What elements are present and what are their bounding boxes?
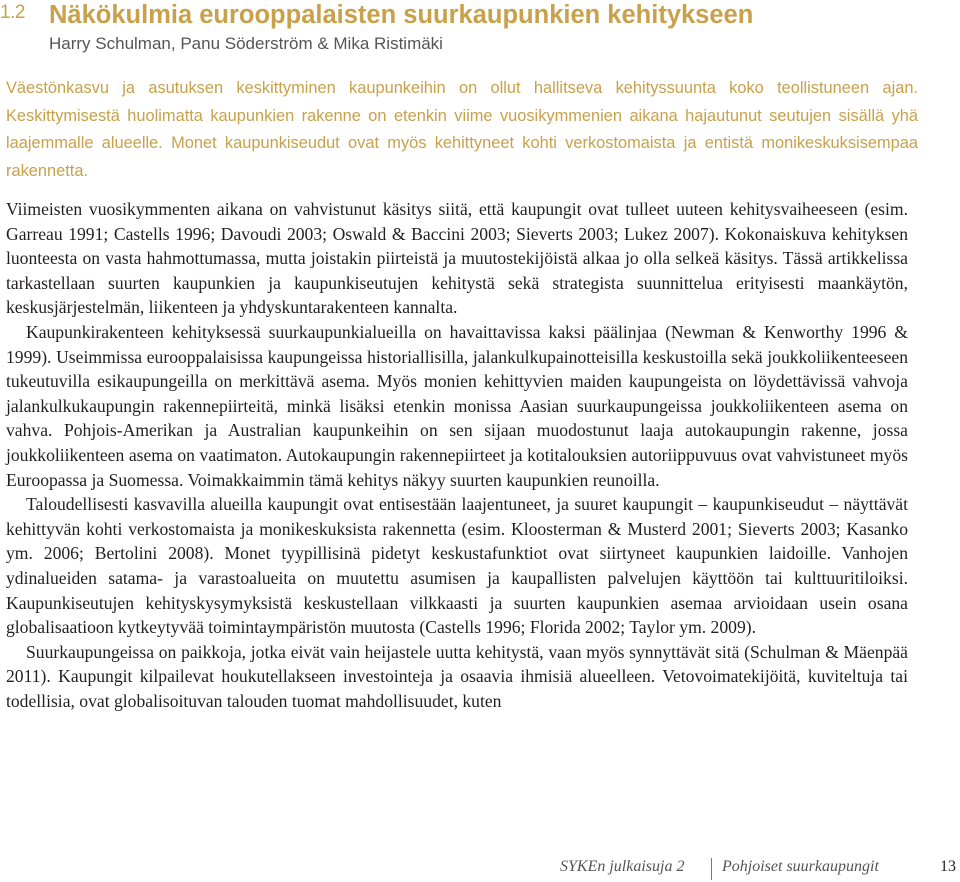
lead-paragraph: Väestönkasvu ja asutuksen keskittyminen kaupunkeihin on ollut hallitseva kehityssuunta koko teollistuneen ajan. Keskittymisestä huolimatta kaupunkien rakenne on etenkin viime vuosikymmenien aikana hajautunut seutujen sisällä yhä laajemmalle alueelle. Monet kaupunkiseudut ovat myös kehittyneet kohti verkostomaista ja entistä monikeskuksisempaa rakennetta. — [6, 79, 918, 180]
article-body — [6, 197, 908, 713]
body-paragraph: Kaupunkirakenteen kehityksessä suurkaupunkialueilla on havaittavissa kaksi päälinjaa (Newman & Kenworthy 1996 & 1999). Useimmissa eurooppalaisissa kaupungeissa historiallisilla, jalankulkupainotteisilla keskustoilla sekä joukkoliikenteeseen tukeutuvilla esikaupungeilla on merkittävä asema. Myös monien kehittyvien maiden kaupungeista on löydettävissä vahvoja jalankulkukaupungin rakennepiirteitä, minkä lisäksi etenkin monissa Aasian suurkaupungeissa joukkoliikenteen asema on vahva. Pohjois-Amerikan ja Australian kaupunkeihin on sen sijaan muodostunut laaja autokaupungin rakenne, jossa joukkoliikenteen asema on vaatimaton. Autokaupungin rakennepiirteet ja kotitalouksien autoriippuvuus ovat vahvistuneet myös Euroopassa ja Suomessa. Voimakkaimmin tämä kehitys näkyy suurten kaupunkien reunoilla. — [6, 321, 908, 490]
page-number: 13 — [940, 858, 956, 875]
section-number: 1.2 — [0, 2, 25, 23]
section-heading — [0, 0, 960, 34]
footer-series: Pohjoiset suurkaupungit — [722, 858, 879, 875]
page-footer — [560, 858, 960, 882]
footer-divider — [711, 858, 712, 880]
article-title: Näkökulmia eurooppalaisten suurkaupunkien kehitykseen — [49, 1, 754, 29]
body-paragraph: Taloudellisesti kasvavilla alueilla kaupungit ovat entisestään laajentuneet, ja suuret kaupungit – kaupunkiseudut – näyttävät kehittyvän kohti verkostomaista ja monikeskuksista rakennetta (esim. Kloosterman & Musterd 2001; Sieverts 2003; Kasanko ym. 2006; Bertolini 2008). Monet tyypillisinä pidetyt keskustafunktiot ovat siirtyneet kaupunkien laidoille. Vanhojen ydinalueiden satama- ja varastoalueita on muutettu asumisen ja kaupallisten palvelujen käyttöön tai kulttuuritiloiksi. Kaupunkiseutujen kehityskysymyksistä keskustellaan vilkkaasti ja suurten kaupunkien asemaa arvioidaan usein osana globalisaatioon kytkeytyvää toimintaympäristön muutosta (Castells 1996; Florida 2002; Taylor ym. 2009). — [6, 494, 908, 638]
article-authors: Harry Schulman, Panu Söderström & Mika Ristimäki — [49, 34, 443, 53]
body-paragraph: Viimeisten vuosikymmenten aikana on vahvistunut käsitys siitä, että kaupungit ovat tulleet uuteen kehitysvaiheeseen (esim. Garreau 1991; Castells 1996; Davoudi 2003; Oswald & Baccini 2003; Sieverts 2003; Lukez 2007). Kokonaiskuva kehityksen luonteesta on vasta hahmottumassa, mutta joistakin piirteistä ja muutostekijöistä alkaa jo olla selkeä käsitys. Tässä artikkelissa tarkastellaan suurten kaupunkien ja kaupunkiseutujen kehitystä sekä strategista suunnittelua erityisesti maankäytön, keskusjärjestelmän, liikenteen ja yhdyskuntarakenteen kannalta. — [6, 199, 908, 318]
footer-journal: SYKEn julkaisuja 2 — [560, 858, 685, 875]
body-paragraph: Suurkaupungeissa on paikkoja, jotka eivät vain heijastele uutta kehitystä, vaan myös synnyttävät sitä (Schulman & Mäenpää 2011). Kaupungit kilpailevat houkutellakseen investointeja ja osaavia ihmisiä alueelleen. Vetovoimatekijöitä, kuviteltuja tai todellisia, ovat globalisoituvan talouden tuomat mahdollisuudet, kuten — [6, 641, 908, 711]
